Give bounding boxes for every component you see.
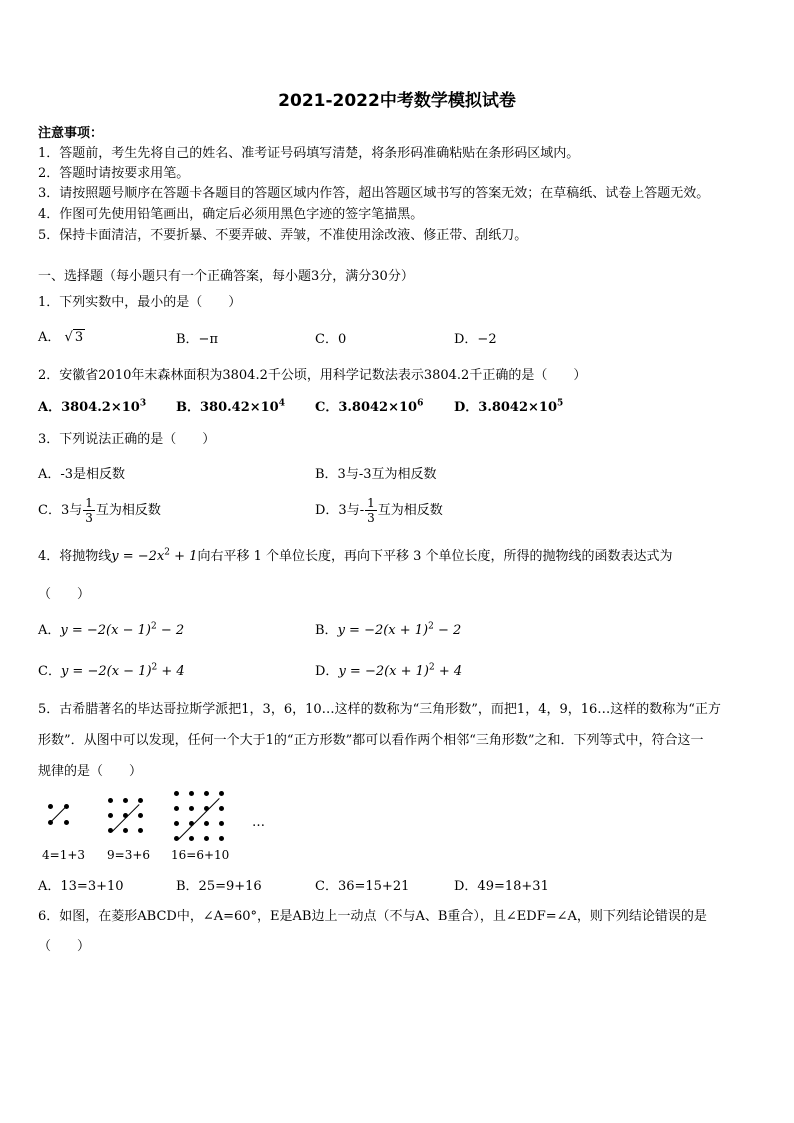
question-4-option-a	[38, 619, 184, 638]
numerator: 1	[85, 496, 93, 510]
math-expression: y = −2(x + 1)	[337, 623, 429, 638]
notice-item-1: 1．答题前，考生先将自己的姓名、准考证号码填写清楚，将条形码准确粘贴在条形码区域内。	[38, 146, 580, 161]
math-expression: + 4	[434, 664, 463, 679]
denominator: 3	[85, 511, 93, 525]
stem-text: 向右平移 1 个单位长度，再向下平移 3 个单位长度，所得的抛物线的函数表达式为	[197, 549, 673, 564]
question-4-stem	[38, 545, 673, 564]
exponent: 2	[150, 621, 157, 632]
question-1-option-a	[38, 326, 85, 345]
math-expression: − 2	[156, 623, 185, 638]
dot	[189, 806, 194, 811]
question-5-option-c: C．36=15+21	[315, 879, 410, 894]
question-5-option-d: D．49=18+31	[454, 879, 549, 894]
dot	[64, 820, 69, 825]
math-expression: y = −2(x − 1)	[60, 623, 151, 638]
question-3-option-d	[315, 496, 443, 525]
exponent: 5	[557, 398, 564, 409]
dot	[138, 813, 143, 818]
notice-item-3: 3．请按照题号顺序在答题卡各题目的答题区域内作答，超出答题区域书写的答案无效；在草稿纸、试卷上答题无效。	[38, 186, 710, 201]
figure-caption-3: 16=6+10	[171, 848, 230, 862]
dot	[123, 828, 128, 833]
question-2-option-a	[38, 396, 146, 415]
divider-line	[178, 798, 220, 840]
option-text: B．380.42×10	[176, 400, 279, 415]
dot	[174, 791, 179, 796]
dot	[219, 806, 224, 811]
question-1-option-d: D．−2	[454, 332, 497, 347]
figure-caption-1: 4=1+3	[42, 848, 86, 862]
option-text: C．3.8042×10	[315, 400, 418, 415]
denominator: 3	[367, 511, 375, 525]
radicand: 3	[74, 330, 84, 345]
sqrt-expression: √ 3	[64, 330, 84, 345]
dot	[204, 836, 209, 841]
math-expression: + 4	[157, 664, 185, 679]
option-label: C．	[38, 664, 61, 679]
dot	[138, 798, 143, 803]
question-2-option-d	[454, 396, 563, 415]
dot-figure-2x2	[48, 802, 76, 830]
ellipsis: …	[252, 815, 265, 830]
option-label: A．	[38, 623, 61, 638]
exponent: 2	[164, 547, 171, 558]
option-text: C．3与	[38, 503, 83, 518]
dot	[174, 821, 179, 826]
option-text: 互为相反数	[95, 503, 161, 518]
option-label: B．	[315, 623, 338, 638]
option-text: A．3804.2×10	[38, 400, 140, 415]
question-1-stem: 1．下列实数中，最小的是（ ）	[38, 295, 242, 310]
dot	[48, 804, 53, 809]
notice-heading: 注意事项：	[38, 126, 104, 141]
question-5-line-3: 规律的是（ ）	[38, 764, 143, 779]
page-title: 2021-2022中考数学模拟试卷	[278, 91, 516, 111]
question-6-line-1: 6．如图，在菱形ABCD中，∠A=60°，E是AB边上一动点（不与A、B重合），且∠EDF=∠A，则下列结论错误的是	[38, 909, 707, 924]
question-2-option-c	[315, 396, 423, 415]
fraction	[83, 496, 95, 525]
section-heading: 一、选择题（每小题只有一个正确答案，每小题3分，满分30分）	[38, 269, 414, 284]
dot	[189, 836, 194, 841]
dot	[123, 798, 128, 803]
exponent: 2	[151, 662, 158, 673]
exponent: 3	[139, 398, 147, 409]
dot	[204, 791, 209, 796]
option-text: 互为相反数	[377, 503, 443, 518]
dot	[219, 836, 224, 841]
exponent: 4	[278, 398, 285, 409]
dot	[174, 806, 179, 811]
question-6-line-2: （ ）	[38, 939, 91, 954]
question-5-line-1: 5．古希腊著名的毕达哥拉斯学派把1，3，6，10…这样的数称为“三角形数”，而把1，4，9，16…这样的数称为“正方	[38, 702, 721, 717]
math-expression: y = −2x	[111, 549, 165, 564]
math-expression: y = −2(x − 1)	[60, 664, 152, 679]
question-4-option-b	[315, 619, 461, 638]
option-label: A．	[38, 330, 61, 345]
question-3-option-a: A．-3是相反数	[38, 467, 126, 482]
question-4-option-d	[315, 660, 462, 679]
figure-caption-2: 9=3+6	[107, 848, 151, 862]
notice-item-2: 2．答题时请按要求用笔。	[38, 166, 190, 181]
notice-item-5: 5．保持卡面清洁，不要折暴、不要弄破、弄皱，不准使用涂改液、修正带、刮纸刀。	[38, 228, 528, 243]
math-expression: − 2	[433, 623, 462, 638]
dot	[204, 821, 209, 826]
question-1-option-b: B．−π	[176, 332, 218, 347]
dot-figure-4x4	[174, 791, 226, 843]
stem-text: 4．将抛物线	[38, 549, 112, 564]
dot	[108, 798, 113, 803]
dot	[219, 791, 224, 796]
dot	[138, 828, 143, 833]
exponent: 6	[417, 398, 424, 409]
numerator: 1	[367, 496, 375, 510]
question-5-option-a: A．13=3+10	[38, 879, 124, 894]
question-5-option-b: B．25=9+16	[176, 879, 262, 894]
dot-figure-3x3	[108, 798, 148, 838]
question-2-stem: 2．安徽省2010年末森林面积为3804.2千公顷，用科学记数法表示3804.2千正确的是（ ）	[38, 368, 587, 383]
fraction	[365, 496, 377, 525]
dot	[108, 813, 113, 818]
question-3-option-b: B．3与-3互为相反数	[315, 467, 437, 482]
question-5-line-2: 形数”．从图中可以发现，任何一个大于1的“正方形数”都可以看作两个相邻“三角形数”之和．下列等式中，符合这一	[38, 733, 704, 748]
option-label: D．	[315, 664, 339, 679]
question-2-option-b	[176, 396, 285, 415]
question-3-stem: 3．下列说法正确的是（ ）	[38, 432, 216, 447]
question-4-paren: （ ）	[38, 587, 91, 602]
math-expression: y = −2(x + 1)	[338, 664, 430, 679]
dot	[219, 821, 224, 826]
question-4-option-c	[38, 660, 185, 679]
notice-item-4: 4．作图可先使用铅笔画出，确定后必须用黑色字迹的签字笔描黑。	[38, 207, 424, 222]
math-expression: + 1	[170, 549, 198, 564]
exponent: 2	[429, 662, 435, 673]
option-text: D．3与-	[315, 503, 365, 518]
question-1-option-c: C．0	[315, 332, 347, 347]
dot	[189, 791, 194, 796]
option-text: D．3.8042×10	[454, 400, 558, 415]
exponent: 2	[428, 621, 434, 632]
question-3-option-c	[38, 496, 161, 525]
